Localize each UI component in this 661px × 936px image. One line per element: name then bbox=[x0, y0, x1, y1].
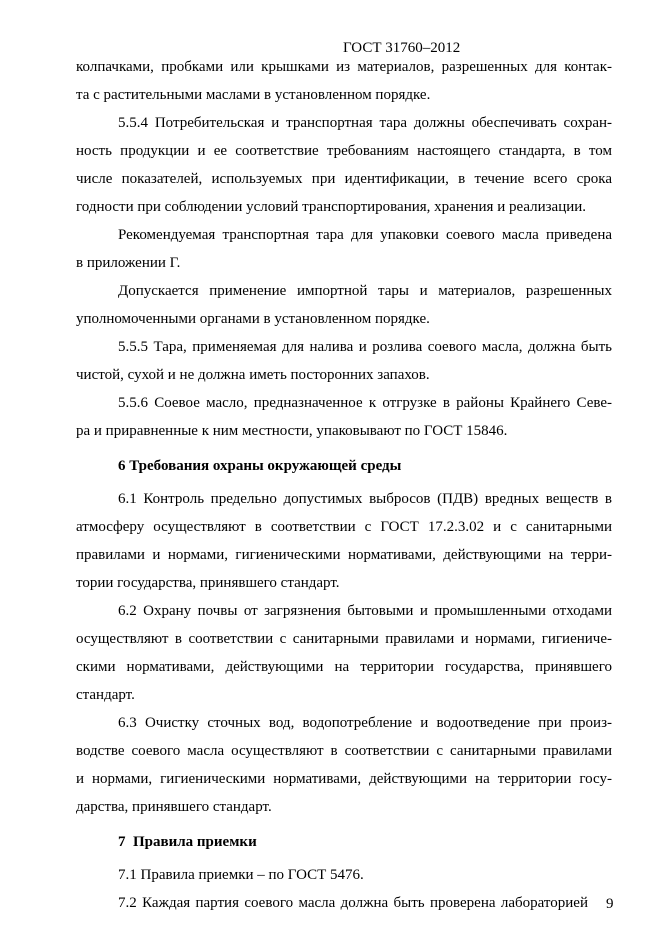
text-line: водстве соевого масла осуществляют в соответствии с санитарными правилами bbox=[76, 743, 612, 759]
text-line: числе показателей, используемых при идентификации, в течение всего срока bbox=[76, 171, 612, 187]
text-line: 6.3 Очистку сточных вод, водопотребление и водоотведение при произ- bbox=[118, 715, 612, 731]
text-line: и нормами, гигиеническими нормативами, действующими на территории госу- bbox=[76, 771, 612, 787]
text-line: ра и приравненные к ним местности, упаковывают по ГОСТ 15846. bbox=[76, 423, 508, 439]
text-line: Допускается применение импортной тары и материалов, разрешенных bbox=[118, 283, 612, 299]
text-line: 7.1 Правила приемки – по ГОСТ 5476. bbox=[118, 867, 364, 883]
text-line: колпачками, пробками или крышками из материалов, разрешенных для контак- bbox=[76, 59, 612, 75]
text-line: дарства, принявшего стандарт. bbox=[76, 799, 272, 815]
section-heading-7: 7 Правила приемки bbox=[118, 834, 257, 850]
page-number: 9 bbox=[606, 896, 614, 912]
text-line: правилами и нормами, гигиеническими нормативами, действующими на терри- bbox=[76, 547, 612, 563]
text-line: Рекомендуемая транспортная тара для упаковки соевого масла приведена bbox=[118, 227, 612, 243]
text-line: 5.5.4 Потребительская и транспортная тара должны обеспечивать сохран- bbox=[118, 115, 612, 131]
text-line: ность продукции и ее соответствие требованиям настоящего стандарта, в том bbox=[76, 143, 612, 159]
text-line: та с растительными маслами в установленном порядке. bbox=[76, 87, 431, 103]
text-line: 6.1 Контроль предельно допустимых выбросов (ПДВ) вредных веществ в bbox=[118, 491, 612, 507]
standard-header: ГОСТ 31760–2012 bbox=[343, 40, 461, 56]
text-line: атмосферу осуществляют в соответствии с ГОСТ 17.2.3.02 и с санитарными bbox=[76, 519, 612, 535]
text-line: осуществляют в соответствии с санитарными правилами и нормами, гигиениче- bbox=[76, 631, 612, 647]
text-line: 6.2 Охрану почвы от загрязнения бытовыми и промышленными отходами bbox=[118, 603, 612, 619]
text-line: стандарт. bbox=[76, 687, 135, 703]
section-heading-6: 6 Требования охраны окружающей среды bbox=[118, 458, 402, 474]
text-line: годности при соблюдении условий транспортирования, хранения и реализации. bbox=[76, 199, 587, 215]
text-line: в приложении Г. bbox=[76, 255, 181, 271]
text-line: 5.5.5 Тара, применяемая для налива и розлива соевого масла, должна быть bbox=[118, 339, 612, 355]
text-line: тории государства, принявшего стандарт. bbox=[76, 575, 340, 591]
text-line: 5.5.6 Соевое масло, предназначенное к отгрузке в районы Крайнего Севе- bbox=[118, 395, 612, 411]
text-line: скими нормативами, действующими на территории государства, принявшего bbox=[76, 659, 612, 675]
text-line: 7.2 Каждая партия соевого масла должна быть проверена лабораторией bbox=[118, 895, 588, 911]
text-line: уполномоченными органами в установленном порядке. bbox=[76, 311, 430, 327]
text-line: чистой, сухой и не должна иметь посторонних запахов. bbox=[76, 367, 430, 383]
